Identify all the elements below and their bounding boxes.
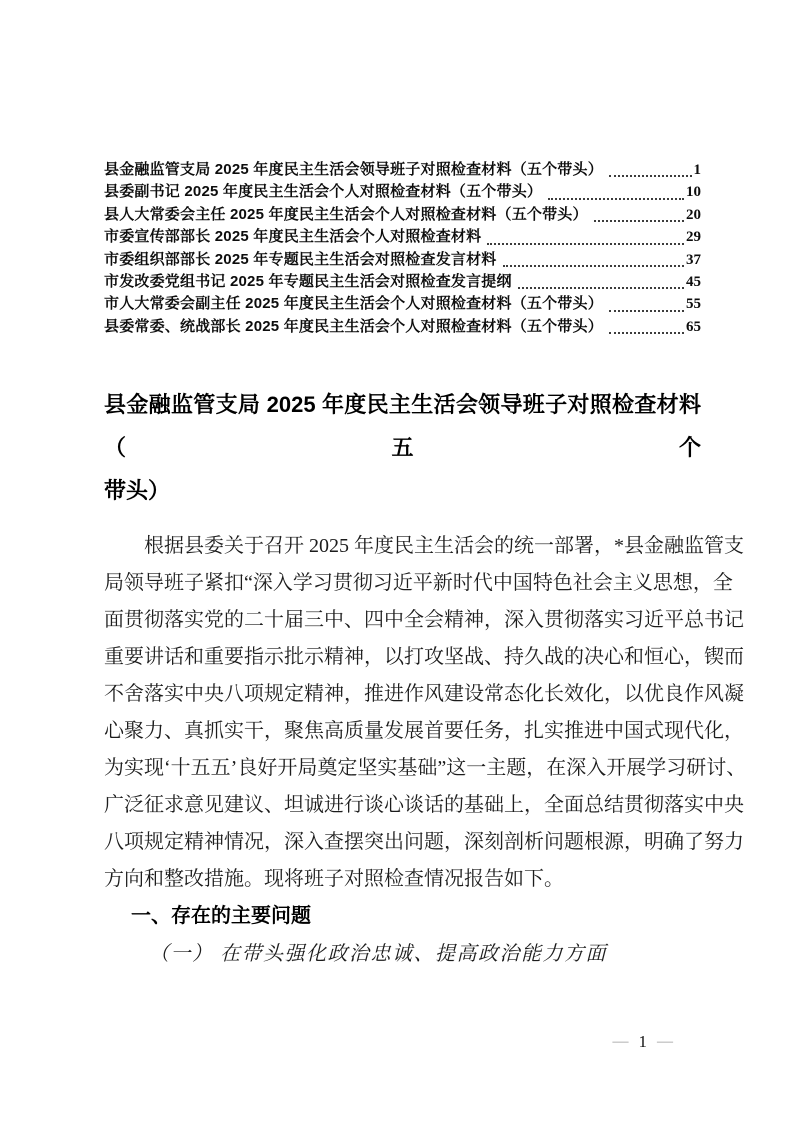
toc-dot-leader	[609, 175, 692, 177]
toc-dot-leader	[487, 243, 684, 245]
toc-entry-label: 县金融监管支局 2025 年度民主生活会领导班子对照检查材料（五个带头）	[104, 161, 603, 178]
toc-dot-leader	[518, 287, 684, 289]
toc-dot-leader	[503, 265, 684, 267]
toc-page-number: 55	[686, 296, 701, 313]
subsection-heading: （一） 在带头强化政治忠诚、提高政治能力方面	[149, 943, 607, 965]
document-title	[104, 383, 701, 512]
paragraph-line: 局领导班子紧扣“深入学习贯彻习近平新时代中国特色社会主义思想，全	[104, 572, 733, 594]
document-title-line-2: 带头）	[104, 478, 171, 503]
paragraph-line: 不舍落实中央八项规定精神，推进作风建设常态化长效化，以优良作风凝	[104, 683, 744, 705]
toc-entry[interactable]	[104, 316, 701, 338]
toc-entry-label: 市委组织部部长 2025 年专题民主生活会对照检查发言材料	[104, 250, 497, 268]
section-heading: 一、存在的主要问题	[131, 905, 311, 927]
toc-entry-label: 县委常委、统战部长 2025 年度民主生活会个人对照检查材料（五个带头）	[104, 317, 603, 335]
paragraph-line: 方向和整改措施。现将班子对照检查情况报告如下。	[104, 868, 564, 890]
toc-page-number: 45	[686, 274, 701, 291]
footer-dash-left: —	[612, 1033, 629, 1050]
toc-dot-leader	[609, 310, 684, 312]
document-title-line-1: 县金融监管支局 2025 年度民主生活会领导班子对照检查材料（五个	[104, 392, 701, 460]
toc-entry-label: 市委宣传部部长 2025 年度民主生活会个人对照检查材料	[104, 228, 482, 246]
paragraph-line: 心聚力、真抓实干，聚焦高质量发展首要任务，扎实推进中国式现代化，	[104, 720, 744, 742]
paragraph-line: 面贯彻落实党的二十届三中、四中全会精神，深入贯彻落实习近平总书记	[104, 609, 744, 631]
toc-dot-leader	[594, 220, 684, 222]
toc-page-number: 29	[686, 229, 701, 246]
toc-entry[interactable]	[104, 159, 701, 181]
toc-dot-leader	[609, 332, 684, 334]
toc-entry[interactable]	[104, 249, 701, 271]
table-of-contents	[104, 159, 701, 338]
toc-entry-label: 市发改委党组书记 2025 年专题民主生活会对照检查发言提纲	[104, 273, 512, 291]
toc-entry[interactable]	[104, 226, 701, 248]
toc-page-number: 20	[686, 206, 701, 223]
body-paragraph	[104, 528, 747, 898]
toc-entry-label: 县人大常委会主任 2025 年度民主生活会个人对照检查材料（五个带头）	[104, 205, 588, 223]
toc-entry[interactable]	[104, 181, 701, 203]
toc-entry[interactable]	[104, 271, 701, 293]
toc-dot-leader	[548, 198, 684, 200]
paragraph-line: 根据县委关于召开 2025 年度民主生活会的统一部署，*县金融监管支	[144, 535, 744, 557]
footer-dash-right: —	[657, 1033, 673, 1050]
toc-page-number: 1	[693, 162, 701, 178]
toc-page-number: 37	[686, 251, 701, 268]
toc-page-number: 65	[686, 318, 701, 335]
toc-entry-label: 市人大常委会副主任 2025 年度民主生活会个人对照检查材料（五个带头）	[104, 295, 603, 313]
toc-entry[interactable]	[104, 204, 701, 226]
document-body	[104, 528, 747, 973]
page-number: 1	[638, 1032, 647, 1051]
toc-entry-label: 县委副书记 2025 年度民主生活会个人对照检查材料（五个带头）	[104, 183, 543, 201]
toc-entry[interactable]	[104, 293, 701, 315]
paragraph-line: 重要讲话和重要指示批示精神，以打攻坚战、持久战的决心和恒心，锲而	[104, 646, 744, 668]
paragraph-line: 广泛征求意见建议、坦诚进行谈心谈话的基础上，全面总结贯彻落实中央	[104, 794, 744, 816]
toc-page-number: 10	[686, 184, 701, 201]
page-footer	[613, 1032, 674, 1052]
paragraph-line: 八项规定精神情况，深入查摆突出问题，深刻剖析问题根源，明确了努力	[104, 831, 744, 853]
paragraph-line: 为实现‘十五五’良好开局奠定坚实基础”这一主题，在深入开展学习研讨、	[104, 757, 747, 779]
